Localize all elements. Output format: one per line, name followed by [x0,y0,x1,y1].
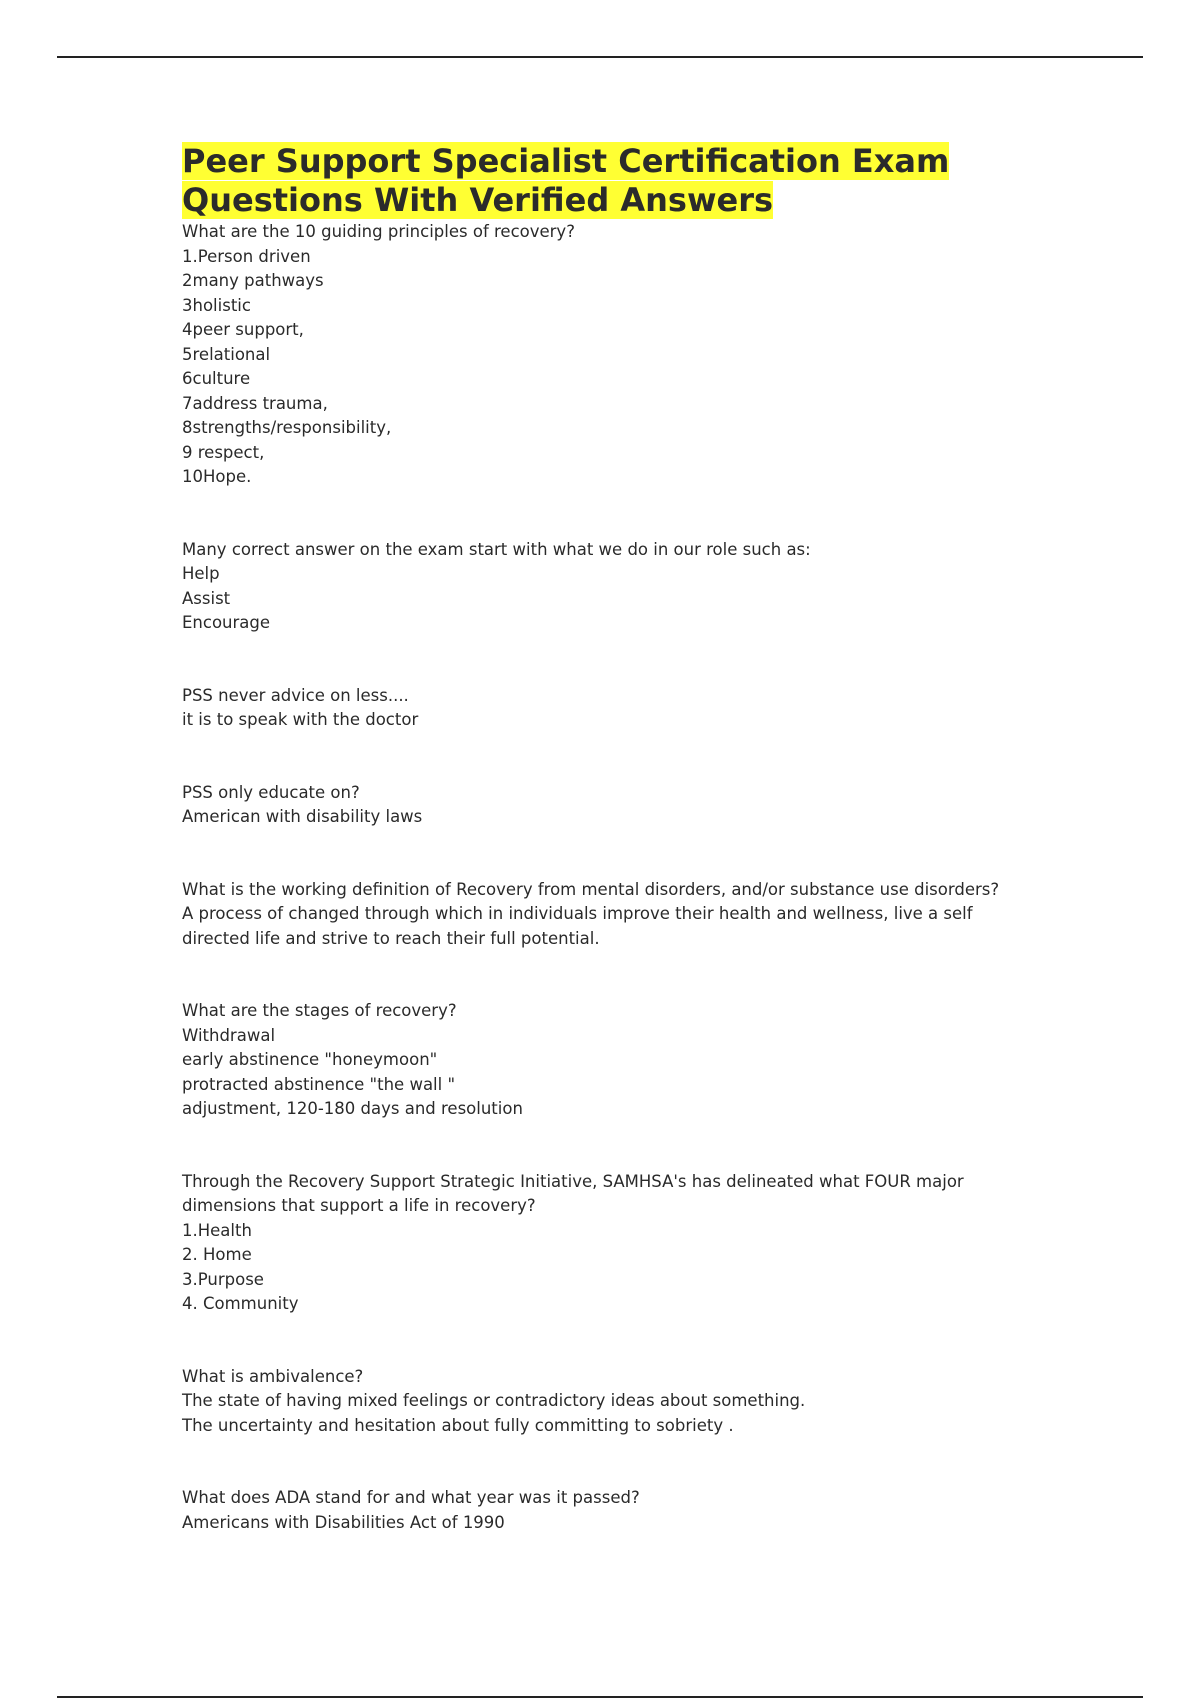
answer-line: A process of changed through which in individuals improve their health and wellness, live a self [182,904,973,923]
question-text: PSS never advice on less.... [182,685,409,705]
answer-line: 2many pathways [182,271,324,290]
question-text: What does ADA stand for and what year was it passed? [182,1488,640,1507]
answer-line: Help [182,564,220,583]
answer-line: 4. Community [182,1294,299,1313]
answer-line: it is to speak with the doctor [182,710,419,729]
answer-line: The state of having mixed feelings or contradictory ideas about something. [182,1391,806,1410]
bottom-rule [57,1696,1143,1698]
question-text: What is ambivalence? [182,1366,364,1386]
answer-line: 4peer support, [182,320,304,339]
answer-line: 8strengths/responsibility, [182,418,392,437]
question-text: Through the Recovery Support Strategic Initiative, SAMHSA's has delineated what FOUR major dimensions that support a life in recovery? [182,1171,969,1215]
answer-line: 9 respect, [182,442,265,462]
answer-line: 1.Health [182,1220,252,1240]
answer-line: Americans with Disabilities Act of 1990 [182,1512,505,1532]
answer-line: 10Hope. [182,467,252,486]
qa-item [182,684,1062,733]
question-text: What are the 10 guiding principles of recovery? [182,222,575,241]
answer-line: 5relational [182,344,271,364]
qa-item [182,781,1062,830]
answer-line: The uncertainty and hesitation about fully committing to sobriety . [182,1415,734,1435]
answer-line: early abstinence "honeymoon" [182,1050,438,1069]
answer-line: 7address trauma, [182,393,328,413]
answer-line: Assist [182,588,231,608]
answer-line: 2. Home [182,1245,252,1264]
title-line-2: Questions With Verified Answers [182,181,774,219]
qa-list [182,220,1062,1535]
qa-item [182,1365,1062,1439]
answer-line: Encourage [182,613,271,632]
document-body [182,142,1062,1583]
qa-item [182,1486,1062,1535]
qa-item [182,878,1062,952]
top-rule [57,56,1143,58]
qa-item [182,999,1062,1122]
qa-item [182,538,1062,636]
answer-line: 6culture [182,369,251,388]
answer-line: protracted abstinence "the wall " [182,1074,456,1094]
answer-line: adjustment, 120-180 days and resolution [182,1099,523,1118]
answer-line: 3.Purpose [182,1269,264,1289]
title-line-1: Peer Support Specialist Certification Exam [182,142,950,180]
answer-line: American with disability laws [182,807,423,826]
answer-line: 3holistic [182,295,251,315]
qa-item [182,220,1062,490]
question-text: What are the stages of recovery? [182,1001,457,1020]
qa-item [182,1170,1062,1317]
answer-line: Withdrawal [182,1025,276,1045]
answer-line: 1.Person driven [182,246,311,266]
question-text: What is the working definition of Recovery from mental disorders, and/or substance use disorders? [182,879,1000,899]
question-text: PSS only educate on? [182,782,360,802]
question-text: Many correct answer on the exam start with what we do in our role such as: [182,539,811,559]
document-title [182,142,1062,220]
answer-line: directed life and strive to reach their full potential. [182,928,600,948]
